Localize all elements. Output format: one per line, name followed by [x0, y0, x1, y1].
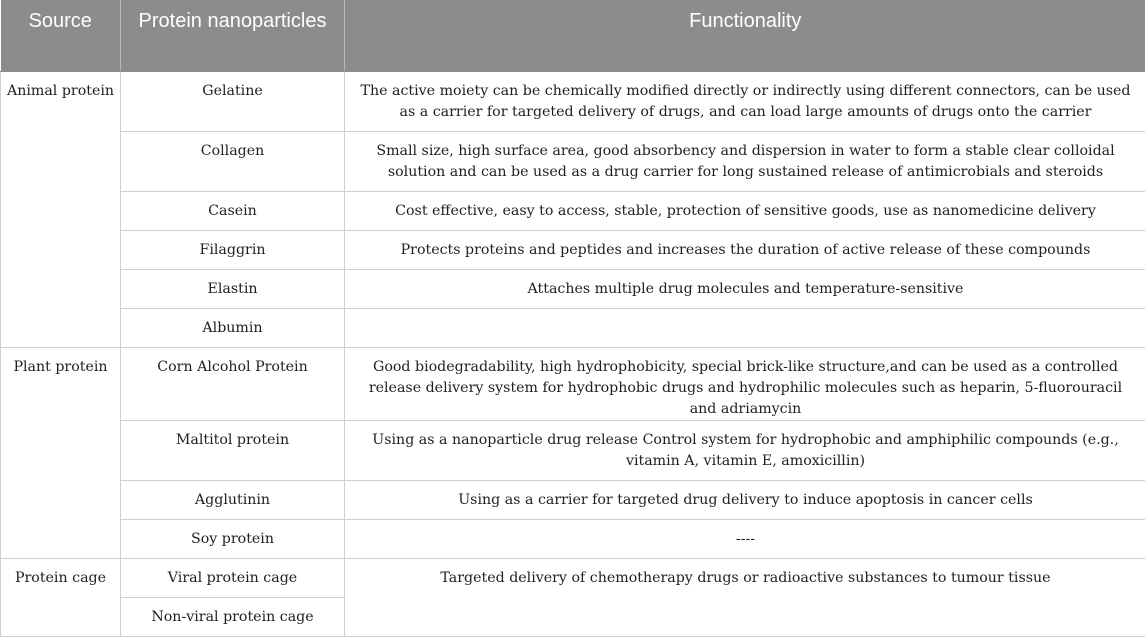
table-header-row: [1, 0, 1145, 71]
table-row: [1, 230, 1145, 269]
functionality-cell: [345, 308, 1145, 347]
functionality-cell: Small size, high surface area, good absorbency and dispersion in water to form a stable clear colloidal solution and can be used as a drug carrier for long sustained release of antimicrobials and steroids: [345, 131, 1145, 191]
functionality-cell: Targeted delivery of chemotherapy drugs or radioactive substances to tumour tissue: [345, 558, 1145, 636]
functionality-cell: Good biodegradability, high hydrophobicity, special brick-like structure,and can be used as a controlled release delivery system for hydrophobic drugs and hydrophilic molecules such as heparin, 5-fluorouracil and adriamycin: [345, 347, 1145, 420]
table-row: [1, 480, 1145, 519]
functionality-cell: Using as a nanoparticle drug release Control system for hydrophobic and amphiphilic compounds (e.g., vitamin A, vitamin E, amoxicillin): [345, 420, 1145, 480]
header-source: Source: [1, 0, 121, 71]
protein-cell: Maltitol protein: [121, 420, 345, 480]
functionality-cell: Attaches multiple drug molecules and temperature-sensitive: [345, 269, 1145, 308]
table-row: [1, 347, 1145, 420]
source-cell-cage: Protein cage: [1, 558, 121, 636]
source-cell-plant: Plant protein: [1, 347, 121, 558]
protein-cell: Gelatine: [121, 71, 345, 131]
table-row: [1, 191, 1145, 230]
protein-cell: Filaggrin: [121, 230, 345, 269]
functionality-cell: Cost effective, easy to access, stable, protection of sensitive goods, use as nanomedicine delivery: [345, 191, 1145, 230]
header-functionality: Functionality: [345, 0, 1145, 71]
protein-cell: Elastin: [121, 269, 345, 308]
protein-cell: Collagen: [121, 131, 345, 191]
protein-cell: Soy protein: [121, 519, 345, 558]
functionality-cell: ----: [345, 519, 1145, 558]
table-row: [1, 131, 1145, 191]
protein-cell: Agglutinin: [121, 480, 345, 519]
protein-cell: Corn Alcohol Protein: [121, 347, 345, 420]
table-row: [1, 71, 1145, 131]
functionality-cell: The active moiety can be chemically modified directly or indirectly using different connectors, can be used as a carrier for targeted delivery of drugs, and can load large amounts of drugs onto the carrier: [345, 71, 1145, 131]
table-row: [1, 308, 1145, 347]
protein-cell: Non-viral protein cage: [121, 597, 345, 636]
functionality-cell: Using as a carrier for targeted drug delivery to induce apoptosis in cancer cells: [345, 480, 1145, 519]
table-row: [1, 519, 1145, 558]
table-row: [1, 269, 1145, 308]
protein-cell: Casein: [121, 191, 345, 230]
source-cell-animal: Animal protein: [1, 71, 121, 347]
functionality-cell: Protects proteins and peptides and increases the duration of active release of these compounds: [345, 230, 1145, 269]
header-protein-nanoparticles: Protein nanoparticles: [121, 0, 345, 71]
protein-cell: Albumin: [121, 308, 345, 347]
table-row: [1, 558, 1145, 597]
table-row: [1, 420, 1145, 480]
protein-cell: Viral protein cage: [121, 558, 345, 597]
